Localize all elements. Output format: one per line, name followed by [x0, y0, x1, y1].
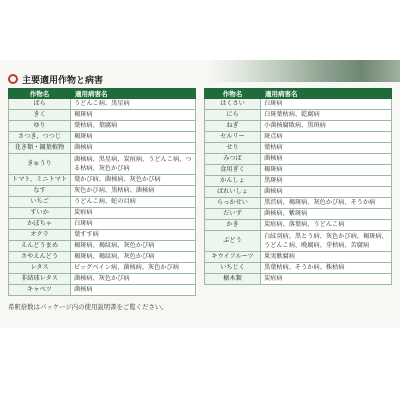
table-row — [205, 198, 392, 209]
crop-name: にら — [205, 110, 261, 121]
disease-names: 褐斑病、褐紋病、灰色かび病 — [71, 240, 196, 251]
crop-name: 非結球レタス — [9, 273, 71, 284]
disease-names: 葉かび病、菌核病、灰色かび病 — [71, 174, 196, 185]
crop-name: ばれいしょ — [205, 187, 261, 198]
dilution-footnote: 希釈倍数はパッケージ内の使用説明書をご覧ください。 — [8, 303, 168, 311]
disease-names: 白斑病 — [261, 99, 392, 110]
table-row — [205, 187, 392, 198]
disease-names: 菌核病 — [261, 187, 392, 198]
crop-name: きゅうり — [9, 154, 71, 175]
disease-names: 黒葉枯病、そうか病、株枯病 — [261, 262, 392, 273]
section-title: 主要適用作物と病害 — [22, 75, 104, 86]
circle-bullet-icon — [8, 74, 18, 84]
disease-names: 菌核病、黒星病、炭疽病、うどんこ病、つる枯病、灰色かび病 — [71, 154, 196, 175]
crop-name: ゆり — [9, 121, 71, 132]
crop-name: えんどうまめ — [9, 240, 71, 251]
table-row — [9, 110, 196, 121]
crop-name: だいず — [205, 209, 261, 220]
table-row — [205, 165, 392, 176]
crop-name: なす — [9, 185, 71, 196]
table-row — [9, 185, 196, 196]
disease-column-header: 適用病害名 — [71, 89, 196, 99]
crop-name: キウイフルーツ — [205, 251, 261, 262]
crop-name: レタス — [9, 262, 71, 273]
table-row — [205, 143, 392, 154]
table-row — [9, 132, 196, 143]
table-row — [205, 220, 392, 231]
crop-name: みつば — [205, 154, 261, 165]
crop-name: 花き類・観葉植物 — [9, 143, 71, 154]
table-row — [205, 154, 392, 165]
disease-names: 黒渋病、褐斑病、灰色かび病、そうか病 — [261, 198, 392, 209]
table-row — [205, 176, 392, 187]
table-row — [9, 121, 196, 132]
table-row — [205, 121, 392, 132]
disease-names: 褐斑病 — [71, 132, 196, 143]
crop-disease-table-left — [8, 88, 196, 296]
crop-name: きく — [9, 110, 71, 121]
crop-name: すいか — [9, 207, 71, 218]
crop-name: せり — [205, 143, 261, 154]
disease-names: 葉枯病、葉腐病 — [71, 121, 196, 132]
crop-name: かぼちゃ — [9, 218, 71, 229]
table-row — [9, 154, 196, 175]
disease-column-header: 適用病害名 — [261, 89, 392, 99]
table-row — [9, 251, 196, 262]
disease-names: 褐斑病 — [261, 165, 392, 176]
crop-name: かき — [205, 220, 261, 231]
table-row — [9, 207, 196, 218]
table-header-row — [205, 89, 392, 99]
disease-names: 炭疽病 — [261, 273, 392, 284]
crop-name: ばら — [9, 99, 71, 110]
table-header-row — [9, 89, 196, 99]
disease-names: 褐斑病 — [71, 110, 196, 121]
table-row — [205, 262, 392, 273]
table-row — [9, 99, 196, 110]
table-row — [9, 240, 196, 251]
crop-column-header: 作物名 — [205, 89, 261, 99]
section-heading — [8, 72, 103, 86]
disease-names: 菌核病 — [261, 154, 392, 165]
crop-name: いちご — [9, 196, 71, 207]
table-row — [205, 132, 392, 143]
disease-names: 褐斑病、褐紋病、灰色かび病 — [71, 251, 196, 262]
crop-name: 食用ぎく — [205, 165, 261, 176]
crop-name: さやえんどう — [9, 251, 71, 262]
table-row — [205, 231, 392, 252]
table-row — [9, 262, 196, 273]
crop-name: セルリー — [205, 132, 261, 143]
disease-names: 菌核病 — [71, 143, 196, 154]
disease-names: 灰色かび病、黒枯病、菌核病 — [71, 185, 196, 196]
crop-name: さつき、つつじ — [9, 132, 71, 143]
disease-names: ビッグベイン病、菌核病、灰色かび病 — [71, 262, 196, 273]
table-row — [9, 143, 196, 154]
leaf-photo-strip — [208, 60, 400, 82]
table-row — [9, 174, 196, 185]
crop-name: かんしょ — [205, 176, 261, 187]
table-row — [9, 196, 196, 207]
disease-names: 果実軟腐病 — [261, 251, 392, 262]
table-row — [205, 273, 392, 284]
table-row — [205, 99, 392, 110]
crop-column-header: 作物名 — [9, 89, 71, 99]
crop-name: 樹木類 — [205, 273, 261, 284]
table-row — [205, 251, 392, 262]
disease-names: 白斑葉枯病、乾腐病 — [261, 110, 392, 121]
disease-names: 斑点病 — [261, 132, 392, 143]
disease-names: うどんこ病、蛇の目病 — [71, 196, 196, 207]
crop-disease-table-right — [204, 88, 392, 285]
disease-names: 菌核病、灰色かび病 — [71, 273, 196, 284]
disease-names: 白紋羽病、黒とう病、灰色かび病、褐斑病、うどんこ病、晩腐病、芽枯病、苦腐病 — [261, 231, 392, 252]
disease-names: 小菌核腐敗病、黒斑病 — [261, 121, 392, 132]
disease-names: 炭疽病、落葉病、うどんこ病 — [261, 220, 392, 231]
crop-name: ぶどう — [205, 231, 261, 252]
disease-names: 葉枯病 — [261, 143, 392, 154]
disease-names: 菌核病、紫斑病 — [261, 209, 392, 220]
disease-names: うどんこ病、黒星病 — [71, 99, 196, 110]
table-row — [9, 284, 196, 295]
crop-name: ねぎ — [205, 121, 261, 132]
table-row — [205, 110, 392, 121]
crop-name: いちじく — [205, 262, 261, 273]
disease-names: 白斑病 — [71, 218, 196, 229]
disease-names: 炭疽病 — [71, 207, 196, 218]
disease-names: 黒斑病 — [261, 176, 392, 187]
crop-name: はくさい — [205, 99, 261, 110]
crop-name: キャベツ — [9, 284, 71, 295]
crop-name: オクラ — [9, 229, 71, 240]
table-row — [9, 273, 196, 284]
table-row — [205, 209, 392, 220]
crop-name: らっかせい — [205, 198, 261, 209]
disease-names: 菌核病 — [71, 284, 196, 295]
table-row — [9, 218, 196, 229]
disease-names: 葉すす病 — [71, 229, 196, 240]
table-row — [9, 229, 196, 240]
crop-name: トマト、ミニトマト — [9, 174, 71, 185]
